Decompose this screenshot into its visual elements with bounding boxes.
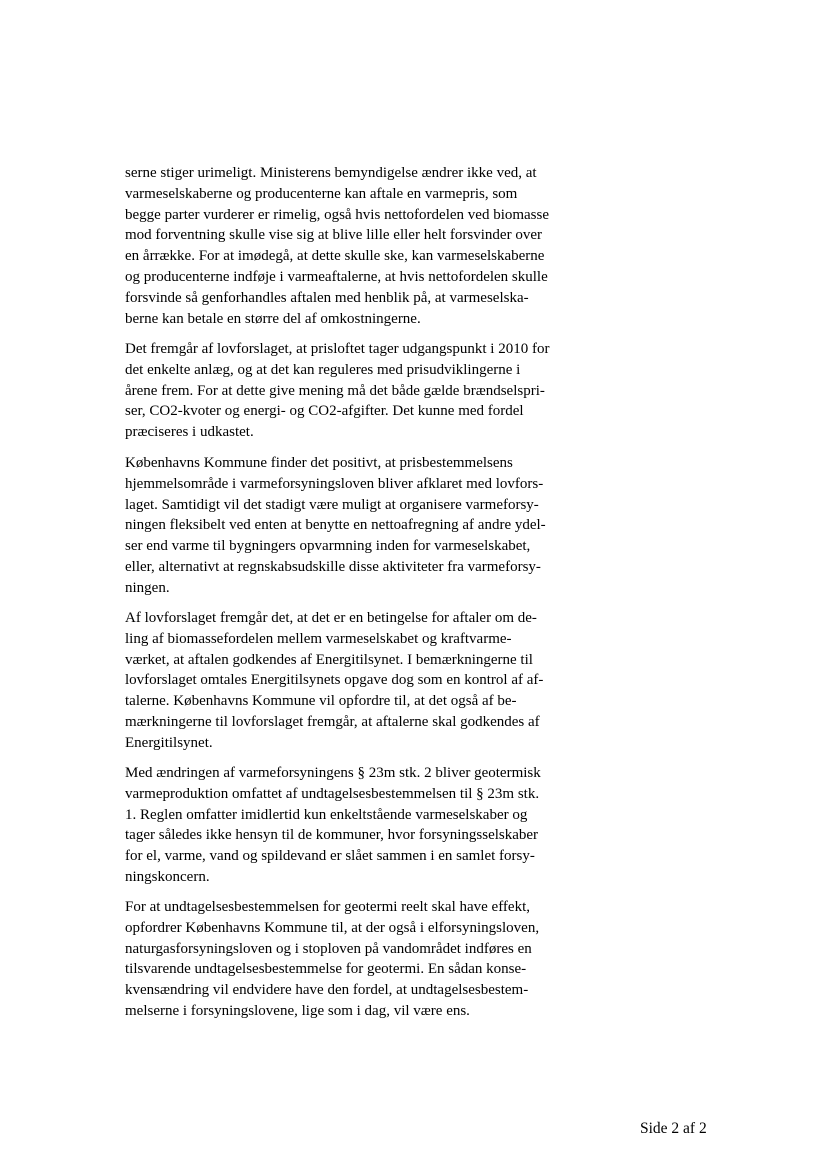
- text-line: for el, varme, vand og spildevand er slået sammen i en samlet forsy-: [125, 848, 535, 865]
- text-line: lovforslaget omtales Energitilsynets opgave dog som en kontrol af af-: [125, 672, 544, 689]
- text-line: melserne i forsyningslovene, lige som i dag, vil være ens.: [125, 1002, 470, 1019]
- text-line: årene frem. For at dette give mening må det både gælde brændselspri-: [125, 382, 545, 399]
- text-line: laget. Samtidigt vil det stadigt være muligt at organisere varmeforsy-: [125, 496, 539, 513]
- paragraph-energy-authority-approval: [125, 608, 625, 754]
- text-line: naturgasforsyningsloven og i stoploven på vandområdet indføres en: [125, 940, 532, 957]
- text-line: Af lovforslaget fremgår det, at det er en betingelse for aftaler om de-: [125, 610, 537, 626]
- text-line: præciseres i udkastet.: [125, 424, 254, 441]
- text-line: mod forventning skulle vise sig at blive lille eller helt forsvinder over: [125, 227, 542, 244]
- text-line: ser end varme til bygningers opvarmning inden for varmeselskabet,: [125, 538, 531, 555]
- text-line: hjemmelsområde i varmeforsyningsloven bliver afklaret med lovfors-: [125, 475, 544, 492]
- text-line: ningskoncern.: [125, 868, 210, 885]
- text-line: ningen.: [125, 579, 170, 596]
- text-line: kvensændring vil endvidere have den fordel, at undtagelsesbestem-: [125, 982, 529, 999]
- text-line: talerne. Københavns Kommune vil opfordre til, at det også af be-: [125, 693, 517, 710]
- text-line: en årrække. For at imødegå, at dette skulle ske, kan varmeselskaberne: [125, 248, 545, 265]
- text-line: forsvinde så genforhandles aftalen med henblik på, at varmeselska-: [125, 289, 529, 306]
- text-line: eller, alternativt at regnskabsudskille disse aktiviteter fra varmeforsy-: [125, 558, 541, 575]
- text-line: ningen fleksibelt ved enten at benytte en nettoafregning af andre ydel-: [125, 517, 546, 534]
- text-line: mærkningerne til lovforslaget fremgår, at aftalerne skal godkendes af: [125, 713, 540, 730]
- text-line: begge parter vurderer er rimelig, også hvis nettofordelen ved biomasse: [125, 206, 550, 223]
- text-line: ser, CO2-kvoter og energi- og CO2-afgifter. Det kunne med fordel: [125, 403, 524, 420]
- text-line: serne stiger urimeligt. Ministerens bemyndigelse ændrer ikke ved, at: [125, 165, 537, 181]
- text-line: Med ændringen af varmeforsyningens § 23m stk. 2 bliver geotermisk: [125, 765, 541, 781]
- text-line: ling af biomassefordelen mellem varmeselskabet og kraftvarme-: [125, 630, 512, 647]
- text-line: det enkelte anlæg, og at det kan reguleres med prisudviklingerne i: [125, 361, 521, 378]
- text-line: For at undtagelsesbestemmelsen for geotermi reelt skal have effekt,: [125, 899, 530, 915]
- text-line: værket, at aftalen godkendes af Energitilsynet. I bemærkningerne til: [125, 651, 533, 668]
- paragraph-price-agreement: [125, 163, 625, 329]
- text-line: tilsvarende undtagelsesbestemmelse for geotermi. En sådan konse-: [125, 961, 527, 978]
- text-line: berne kan betale en større del af omkostningerne.: [125, 310, 421, 327]
- paragraph-geothermal-exemption: [125, 763, 625, 888]
- text-line: og producenterne indføje i varmeaftalerne, at hvis nettofordelen skulle: [125, 268, 548, 285]
- text-line: Energitilsynet.: [125, 734, 213, 751]
- text-line: Det fremgår af lovforslaget, at prisloftet tager udgangspunkt i 2010 for: [125, 341, 550, 357]
- paragraph-price-provision: [125, 453, 625, 599]
- text-line: varmeselskaberne og producenterne kan aftale en varmepris, som: [125, 185, 518, 202]
- paragraph-geothermal-recommendation: [125, 897, 625, 1022]
- text-line: opfordrer Københavns Kommune til, at der også i elforsyningsloven,: [125, 919, 540, 936]
- text-line: 1. Reglen omfatter imidlertid kun enkeltstående varmeselskaber og: [125, 806, 528, 823]
- text-line: Københavns Kommune finder det positivt, at prisbestemmelsens: [125, 455, 513, 471]
- page-number: Side 2 af 2: [640, 1120, 707, 1137]
- paragraph-price-ceiling: [125, 339, 625, 443]
- text-line: varmeproduktion omfattet af undtagelsesbestemmelsen til § 23m stk.: [125, 785, 540, 802]
- text-line: tager således ikke hensyn til de kommuner, hvor forsyningsselskaber: [125, 827, 539, 844]
